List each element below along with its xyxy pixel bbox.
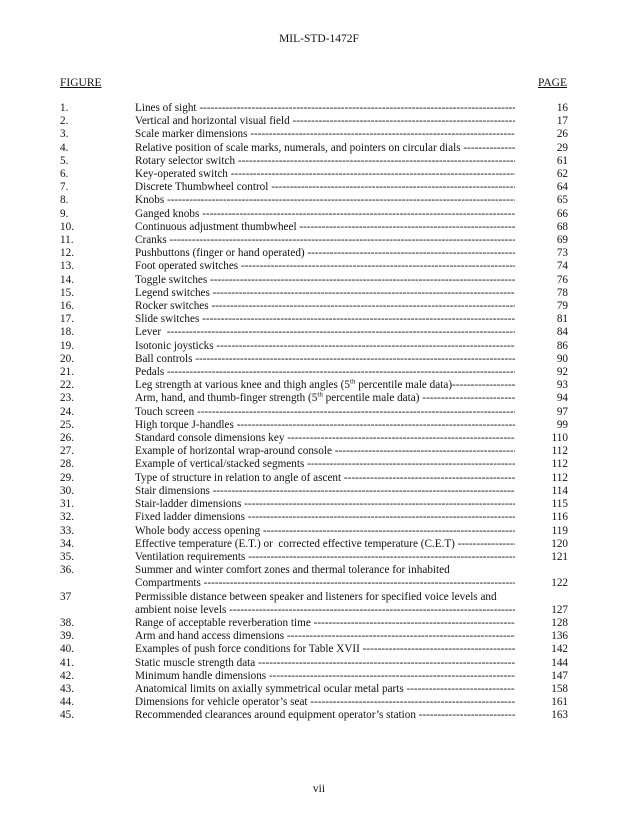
dot-leader bbox=[202, 313, 515, 325]
figure-number: 30. bbox=[60, 484, 74, 497]
figure-number: 10. bbox=[60, 220, 74, 233]
figure-number: 7. bbox=[60, 181, 69, 194]
figure-page-number: 136 bbox=[551, 630, 568, 643]
figure-title-text: Dimensions for vehicle operator’s seat bbox=[135, 696, 308, 709]
dot-leader bbox=[237, 419, 515, 431]
figure-entry bbox=[60, 221, 568, 234]
dot-leader bbox=[210, 274, 515, 286]
figure-page-number: 84 bbox=[556, 326, 568, 339]
figure-number: 45. bbox=[60, 709, 74, 722]
figure-entry bbox=[60, 155, 568, 168]
figure-title bbox=[135, 208, 515, 221]
figure-number: 42. bbox=[60, 669, 74, 682]
dot-leader bbox=[258, 657, 515, 669]
dot-leader bbox=[204, 577, 515, 589]
dot-leader bbox=[231, 168, 515, 180]
figure-title bbox=[135, 432, 515, 445]
figure-page-number: 86 bbox=[556, 339, 568, 352]
figure-page-number: 94 bbox=[556, 392, 568, 405]
figure-page-number: 110 bbox=[551, 432, 568, 445]
figure-entry bbox=[60, 194, 568, 207]
figure-title-text: Isotonic joysticks bbox=[135, 339, 214, 352]
ordinal-superscript: th bbox=[317, 392, 323, 399]
figure-title-text: Example of vertical/stacked segments bbox=[135, 458, 305, 471]
figure-page-number: 74 bbox=[556, 260, 568, 273]
figure-number: 17. bbox=[60, 313, 74, 326]
figure-entry bbox=[60, 326, 568, 339]
figure-page-number: 64 bbox=[556, 181, 568, 194]
figure-page-number: 119 bbox=[551, 524, 568, 537]
figure-title-line1: Permissible distance between speaker and listeners for specified voice levels and bbox=[135, 590, 497, 603]
figure-page-number: 144 bbox=[551, 656, 568, 669]
figure-entry bbox=[60, 564, 568, 590]
figure-title-text: Whole body access opening bbox=[135, 524, 261, 537]
figure-page-number: 76 bbox=[556, 273, 568, 286]
dot-leader bbox=[248, 551, 515, 563]
dot-leader bbox=[199, 102, 515, 114]
dot-leader bbox=[197, 406, 515, 418]
figure-number: 9. bbox=[60, 207, 69, 220]
figure-title bbox=[135, 591, 515, 617]
figure-page-number: 163 bbox=[551, 709, 568, 722]
figure-title-text: Example of horizontal wrap-around console bbox=[135, 445, 332, 458]
figure-title bbox=[135, 366, 515, 379]
figure-page-number: 16 bbox=[556, 102, 568, 114]
figure-title-text: Knobs bbox=[135, 194, 165, 207]
figure-entry bbox=[60, 300, 568, 313]
dot-leader bbox=[248, 511, 515, 523]
figure-title-text: Ventilation requirements bbox=[135, 550, 246, 563]
figure-entry bbox=[60, 696, 568, 709]
figure-title bbox=[135, 392, 515, 405]
figure-entry bbox=[60, 657, 568, 670]
dot-leader bbox=[344, 472, 515, 484]
figure-page-number: 79 bbox=[556, 300, 568, 313]
figure-number: 41. bbox=[60, 656, 74, 669]
figure-page-number: 78 bbox=[556, 286, 568, 299]
figure-title bbox=[135, 221, 515, 234]
figure-title bbox=[135, 115, 515, 128]
figure-entry bbox=[60, 128, 568, 141]
figure-page-number: 73 bbox=[556, 247, 568, 260]
figure-title-text: Vertical and horizontal visual field bbox=[135, 115, 290, 128]
figure-title bbox=[135, 511, 515, 524]
figure-title bbox=[135, 128, 515, 141]
figure-page-number: 69 bbox=[556, 234, 568, 247]
figure-page-number: 61 bbox=[556, 154, 568, 167]
figure-number: 22. bbox=[60, 379, 74, 392]
figure-title-text: Scale marker dimensions bbox=[135, 128, 248, 141]
figure-title-text: Legend switches bbox=[135, 286, 210, 299]
dot-leader bbox=[314, 617, 515, 629]
dot-leader bbox=[229, 604, 515, 616]
figure-title-text: Effective temperature (E.T.) or corrected effective temperature (C.E.T) bbox=[135, 537, 455, 550]
dot-leader bbox=[363, 643, 515, 655]
figure-number: 3. bbox=[60, 128, 69, 141]
dot-leader bbox=[299, 221, 515, 233]
dot-leader bbox=[293, 115, 515, 127]
figure-title bbox=[135, 551, 515, 564]
document-id-header: MIL-STD-1472F bbox=[279, 33, 359, 45]
figure-title-text: Anatomical limits on axially symmetrical ocular metal parts bbox=[135, 682, 404, 695]
figure-title bbox=[135, 617, 515, 630]
figure-page-number: 99 bbox=[556, 418, 568, 431]
figure-entry bbox=[60, 392, 568, 405]
figure-number: 34. bbox=[60, 537, 74, 550]
figure-number: 1. bbox=[60, 102, 69, 114]
figure-number: 36. bbox=[60, 564, 74, 577]
dot-leader bbox=[458, 538, 515, 550]
figure-title bbox=[135, 472, 515, 485]
figure-number: 40. bbox=[60, 643, 74, 656]
figure-title bbox=[135, 379, 515, 392]
figure-title bbox=[135, 696, 515, 709]
figure-entry bbox=[60, 260, 568, 273]
figure-title-text: Touch screen bbox=[135, 405, 195, 418]
figure-title-text: Rocker switches bbox=[135, 300, 209, 313]
dot-leader bbox=[422, 392, 515, 404]
figure-page-number: 122 bbox=[551, 577, 568, 590]
figure-entry bbox=[60, 406, 568, 419]
dot-leader bbox=[452, 379, 515, 391]
dot-leader bbox=[307, 458, 515, 470]
figure-page-number: 29 bbox=[556, 141, 568, 154]
figure-title-text: Type of structure in relation to angle of ascent bbox=[135, 471, 342, 484]
figure-title bbox=[135, 630, 515, 643]
figure-page-number: 147 bbox=[551, 669, 568, 682]
figure-page-number: 121 bbox=[551, 550, 568, 563]
figure-page-number: 142 bbox=[551, 643, 568, 656]
figure-title-text: Arm, hand, and thumb-finger strength (5 bbox=[135, 392, 318, 405]
figure-title-text: Discrete Thumbwheel control bbox=[135, 181, 269, 194]
figure-title-text: Pushbuttons (finger or hand operated) bbox=[135, 247, 305, 260]
figure-title-text: Examples of push force conditions for Table XVII bbox=[135, 643, 360, 656]
figure-entry bbox=[60, 142, 568, 155]
figure-title bbox=[135, 643, 515, 656]
figure-title-text: Continuous adjustment thumbwheel bbox=[135, 220, 297, 233]
figure-number: 8. bbox=[60, 194, 69, 207]
figure-page-number: 26 bbox=[556, 128, 568, 141]
dot-leader bbox=[271, 181, 515, 193]
figure-entry bbox=[60, 683, 568, 696]
figure-title bbox=[135, 485, 515, 498]
figure-title bbox=[135, 300, 515, 313]
figure-page-number: 128 bbox=[551, 616, 568, 629]
figure-title-text: Ganged knobs bbox=[135, 207, 200, 220]
figure-page-number: 68 bbox=[556, 220, 568, 233]
figure-entry bbox=[60, 353, 568, 366]
figure-title-line2 bbox=[135, 604, 515, 617]
figure-entry bbox=[60, 551, 568, 564]
figure-page-number: 114 bbox=[551, 484, 568, 497]
figure-entry bbox=[60, 458, 568, 471]
figure-number: 31. bbox=[60, 498, 74, 511]
figure-entry bbox=[60, 379, 568, 392]
figure-entry bbox=[60, 208, 568, 221]
figure-number: 21. bbox=[60, 366, 74, 379]
figure-number: 25. bbox=[60, 418, 74, 431]
figure-title-text: Foot operated switches bbox=[135, 260, 239, 273]
figure-page-number: 81 bbox=[556, 313, 568, 326]
figure-title bbox=[135, 670, 515, 683]
figure-entry bbox=[60, 472, 568, 485]
figure-entry bbox=[60, 485, 568, 498]
figure-entry bbox=[60, 617, 568, 630]
dot-leader bbox=[419, 709, 515, 721]
figure-title-text: Standard console dimensions key bbox=[135, 432, 285, 445]
figure-title bbox=[135, 287, 515, 300]
figure-number: 43. bbox=[60, 682, 74, 695]
figure-title bbox=[135, 498, 515, 511]
figure-page-number: 115 bbox=[551, 498, 568, 511]
figure-number: 18. bbox=[60, 326, 74, 339]
figure-number: 15. bbox=[60, 286, 74, 299]
figure-title bbox=[135, 353, 515, 366]
figure-number: 5. bbox=[60, 154, 69, 167]
dot-leader bbox=[241, 260, 515, 272]
figure-page-number: 66 bbox=[556, 207, 568, 220]
figure-title-text: Static muscle strength data bbox=[135, 656, 256, 669]
figure-page-number: 127 bbox=[551, 603, 568, 616]
figure-title-text-cont: percentile male data) bbox=[355, 379, 453, 392]
figure-title-text: Lines of sight bbox=[135, 102, 197, 114]
figure-title bbox=[135, 181, 515, 194]
page-number: vii bbox=[312, 783, 326, 795]
figure-title bbox=[135, 445, 515, 458]
figure-entry bbox=[60, 247, 568, 260]
figure-page-number: 90 bbox=[556, 352, 568, 365]
dot-leader bbox=[463, 142, 515, 154]
figure-title-text: Cranks bbox=[135, 234, 167, 247]
figure-entry bbox=[60, 234, 568, 247]
dot-leader bbox=[202, 208, 515, 220]
figure-title-text: Slide switches bbox=[135, 313, 200, 326]
dot-leader bbox=[287, 432, 515, 444]
figure-title-text: Lever bbox=[135, 326, 164, 339]
figure-number: 12. bbox=[60, 247, 74, 260]
figure-number: 13. bbox=[60, 260, 74, 273]
figure-title-text: Fixed ladder dimensions bbox=[135, 511, 245, 524]
figure-page-number: 62 bbox=[556, 168, 568, 181]
dot-leader bbox=[263, 525, 515, 537]
figure-entry bbox=[60, 445, 568, 458]
figure-number: 2. bbox=[60, 115, 69, 128]
dot-leader bbox=[287, 630, 515, 642]
figure-page-number: 112 bbox=[551, 471, 568, 484]
figure-title bbox=[135, 234, 515, 247]
figure-number: 11. bbox=[60, 234, 74, 247]
figure-title-line2 bbox=[135, 577, 515, 590]
figure-title bbox=[135, 102, 515, 115]
figure-title-text: Toggle switches bbox=[135, 273, 208, 286]
dot-leader bbox=[407, 683, 515, 695]
figure-page-number: 93 bbox=[556, 379, 568, 392]
figure-number: 14. bbox=[60, 273, 74, 286]
figure-entry bbox=[60, 591, 568, 617]
figure-number: 29. bbox=[60, 471, 74, 484]
figure-entry bbox=[60, 102, 568, 115]
figure-title bbox=[135, 419, 515, 432]
dot-leader bbox=[250, 128, 515, 140]
dot-leader bbox=[167, 326, 515, 338]
figure-column-heading: FIGURE bbox=[60, 77, 102, 89]
figure-page-number: 158 bbox=[551, 682, 568, 695]
figure-entry bbox=[60, 670, 568, 683]
dot-leader bbox=[195, 353, 515, 365]
figure-entry bbox=[60, 313, 568, 326]
figure-entry bbox=[60, 181, 568, 194]
figure-number: 33. bbox=[60, 524, 74, 537]
figure-title bbox=[135, 260, 515, 273]
figure-title-line2-text: ambient noise levels bbox=[135, 603, 227, 616]
page-column-heading: PAGE bbox=[538, 77, 567, 89]
figure-title-text: Relative position of scale marks, numerals, and pointers on circular dials bbox=[135, 141, 461, 154]
dot-leader bbox=[216, 340, 515, 352]
figure-title-text: Minimum handle dimensions bbox=[135, 669, 267, 682]
figure-entry bbox=[60, 366, 568, 379]
figure-title bbox=[135, 525, 515, 538]
figure-title bbox=[135, 313, 515, 326]
figure-entry bbox=[60, 287, 568, 300]
figure-title bbox=[135, 274, 515, 287]
figure-entry bbox=[60, 538, 568, 551]
figure-title-text: Pedals bbox=[135, 366, 165, 379]
figure-number: 6. bbox=[60, 168, 69, 181]
figure-entry bbox=[60, 498, 568, 511]
dot-leader bbox=[238, 155, 515, 167]
figure-title-text: Leg strength at various knee and thigh angles (5 bbox=[135, 379, 350, 392]
figure-number: 27. bbox=[60, 445, 74, 458]
figure-title-text: Key-operated switch bbox=[135, 168, 228, 181]
figure-number: 38. bbox=[60, 616, 74, 629]
figure-number: 32. bbox=[60, 511, 74, 524]
dot-leader bbox=[213, 287, 515, 299]
figure-entry bbox=[60, 630, 568, 643]
figure-title-text: Arm and hand access dimensions bbox=[135, 630, 285, 643]
dot-leader bbox=[310, 696, 515, 708]
figure-page-number: 116 bbox=[551, 511, 568, 524]
figure-title bbox=[135, 406, 515, 419]
figure-title bbox=[135, 247, 515, 260]
figure-number: 4. bbox=[60, 141, 69, 154]
figure-number: 44. bbox=[60, 696, 74, 709]
figure-page-number: 92 bbox=[556, 366, 568, 379]
figure-title-text: Range of acceptable reverberation time bbox=[135, 616, 311, 629]
figure-page-number: 65 bbox=[556, 194, 568, 207]
dot-leader bbox=[307, 247, 515, 259]
dot-leader bbox=[167, 366, 515, 378]
figure-title bbox=[135, 564, 515, 590]
figure-entry bbox=[60, 340, 568, 353]
figure-title bbox=[135, 168, 515, 181]
figure-number: 16. bbox=[60, 300, 74, 313]
figure-title-text: Stair dimensions bbox=[135, 484, 210, 497]
figure-page-number: 120 bbox=[551, 537, 568, 550]
figure-entry bbox=[60, 511, 568, 524]
figure-number: 19. bbox=[60, 339, 74, 352]
figure-title-line2-text: Compartments bbox=[135, 577, 201, 590]
figure-page-number: 161 bbox=[551, 696, 568, 709]
figure-title-text: Recommended clearances around equipment operator’s station bbox=[135, 709, 416, 722]
figure-entry bbox=[60, 432, 568, 445]
figure-number: 28. bbox=[60, 458, 74, 471]
figure-number: 39. bbox=[60, 630, 74, 643]
figure-number: 35. bbox=[60, 550, 74, 563]
figure-entry bbox=[60, 168, 568, 181]
figure-title bbox=[135, 155, 515, 168]
figure-title bbox=[135, 194, 515, 207]
figure-entry bbox=[60, 115, 568, 128]
figure-page-number: 97 bbox=[556, 405, 568, 418]
dot-leader bbox=[167, 194, 515, 206]
figure-entry bbox=[60, 274, 568, 287]
figure-page-number: 112 bbox=[551, 458, 568, 471]
figure-title-text: Stair-ladder dimensions bbox=[135, 498, 242, 511]
figure-title bbox=[135, 709, 515, 722]
figure-title-text: Rotary selector switch bbox=[135, 154, 236, 167]
dot-leader bbox=[170, 234, 516, 246]
figure-number: 20. bbox=[60, 352, 74, 365]
figure-title bbox=[135, 142, 515, 155]
figure-title bbox=[135, 683, 515, 696]
figure-number: 37 bbox=[60, 590, 72, 603]
figure-title bbox=[135, 326, 515, 339]
figure-title bbox=[135, 538, 515, 551]
figure-title-text: Ball controls bbox=[135, 352, 193, 365]
figure-title bbox=[135, 340, 515, 353]
ordinal-superscript: th bbox=[350, 379, 356, 386]
dot-leader bbox=[269, 670, 515, 682]
figure-entry bbox=[60, 643, 568, 656]
figure-title-text: High torque J-handles bbox=[135, 418, 234, 431]
dot-leader bbox=[211, 300, 515, 312]
figure-title bbox=[135, 458, 515, 471]
figure-entry bbox=[60, 419, 568, 432]
figure-number: 23. bbox=[60, 392, 74, 405]
figure-page-number: 112 bbox=[551, 445, 568, 458]
figure-title bbox=[135, 657, 515, 670]
figure-page-number: 17 bbox=[556, 115, 568, 128]
list-of-figures bbox=[60, 102, 568, 723]
figure-number: 24. bbox=[60, 405, 74, 418]
dot-leader bbox=[213, 485, 515, 497]
dot-leader bbox=[335, 445, 515, 457]
dot-leader bbox=[244, 498, 515, 510]
figure-entry bbox=[60, 709, 568, 722]
figure-entry bbox=[60, 525, 568, 538]
figure-title-line1: Summer and winter comfort zones and thermal tolerance for inhabited bbox=[135, 564, 450, 577]
figure-title-text-cont: percentile male data) bbox=[322, 392, 423, 405]
figure-number: 26. bbox=[60, 432, 74, 445]
